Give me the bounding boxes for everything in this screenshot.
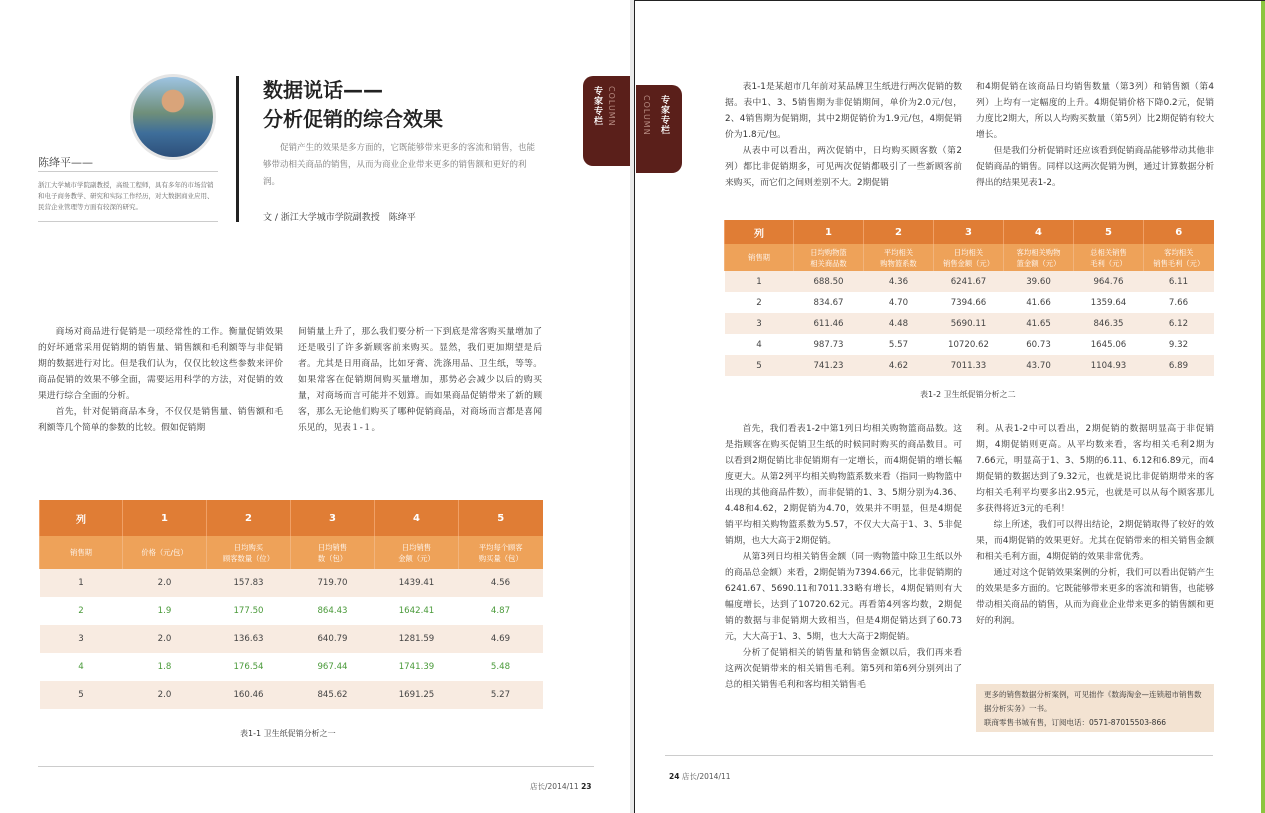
paragraph: 利。从表1-2中可以看出，2期促销的数据明显高于非促销期，4期促销则更高。从平均数来看，客均相关毛利2期为7.66元，明显高于1、3、5期的6.11、6.12和6.89元，而4期促销的数据达到了9.32元，也就是说比非促销期带来的客均相关毛利平均要多出2.95元，也就是可以从每个顾客那儿多获得将近3元的毛利！ bbox=[976, 424, 1214, 514]
table-cell: 4.62 bbox=[864, 355, 934, 376]
table-cell: 1 bbox=[725, 271, 794, 292]
table-row bbox=[40, 597, 543, 625]
table-cell: 845.62 bbox=[291, 681, 375, 709]
table-cell: 1439.41 bbox=[375, 569, 459, 597]
table-cell: 4.69 bbox=[459, 625, 543, 653]
table-cell: 611.46 bbox=[794, 313, 864, 334]
table-cell: 39.60 bbox=[1004, 271, 1074, 292]
footer-rule bbox=[665, 755, 1213, 756]
folio-text: 店长/2014/11 bbox=[530, 782, 579, 791]
author-bio: 浙江大学城市学院副教授，高级工程师，具有多年的市场营销和电子商务教学、研究和实际工作经历，对大数据商业应用、民营企业管理等方面有较深的研究。 bbox=[38, 181, 214, 211]
table-header-row bbox=[40, 500, 543, 536]
table-cell: 136.63 bbox=[207, 625, 291, 653]
divider bbox=[38, 171, 218, 172]
table-subheader-cell: 日均销售 数（包） bbox=[291, 536, 375, 569]
author-photo bbox=[130, 74, 216, 160]
table-cell: 6.12 bbox=[1144, 313, 1214, 334]
table-cell: 6241.67 bbox=[934, 271, 1004, 292]
table-cell: 5.48 bbox=[459, 653, 543, 681]
table-header-cell: 2 bbox=[207, 500, 291, 536]
table-cell: 7011.33 bbox=[934, 355, 1004, 376]
table-row bbox=[40, 569, 543, 597]
table-cell: 2 bbox=[40, 597, 123, 625]
table-cell: 4.56 bbox=[459, 569, 543, 597]
table-cell: 2.0 bbox=[123, 681, 207, 709]
table-cell: 5690.11 bbox=[934, 313, 1004, 334]
title-rule bbox=[236, 76, 239, 222]
table-subheader-cell: 平均相关 购物篮系数 bbox=[864, 244, 934, 271]
table-row bbox=[40, 625, 543, 653]
table-cell: 4.48 bbox=[864, 313, 934, 334]
data-table-2 bbox=[724, 220, 1214, 376]
paragraph: 商场对商品进行促销是一项经常性的工作。衡量促销效果的好坏通常采用促销期的销售量、销售额和毛利额等与非促销期的数据进行对比。但是我们认为，仅仅比较这些参数来评价商品促销的效果不够全面，需要运用科学的方法，对促销的效果进行综合全面的分析。 bbox=[38, 327, 283, 401]
table-header-cell: 列 bbox=[40, 500, 123, 536]
column-tab bbox=[583, 76, 632, 166]
text-column-4 bbox=[976, 421, 1214, 629]
table-cell: 3 bbox=[725, 313, 794, 334]
table-cell: 1359.64 bbox=[1074, 292, 1144, 313]
table-cell: 1 bbox=[40, 569, 123, 597]
table-subheader-cell: 日均购买 顾客数量（位） bbox=[207, 536, 291, 569]
table-cell: 43.70 bbox=[1004, 355, 1074, 376]
table-cell: 5 bbox=[725, 355, 794, 376]
table-cell: 640.79 bbox=[291, 625, 375, 653]
table-cell: 2.0 bbox=[123, 625, 207, 653]
table-subheader-row bbox=[725, 244, 1214, 271]
text-column-2 bbox=[298, 324, 542, 436]
table-cell: 1281.59 bbox=[375, 625, 459, 653]
table-cell: 1642.41 bbox=[375, 597, 459, 625]
table-cell: 7.66 bbox=[1144, 292, 1214, 313]
table-subheader-cell: 平均每个顾客 购买量（包） bbox=[459, 536, 543, 569]
table-cell: 4.36 bbox=[864, 271, 934, 292]
table-caption: 表1-1 卫生纸促销分析之一 bbox=[240, 729, 336, 738]
paragraph: 间销量上升了，那么我们要分析一下到底是常客购买量增加了还是吸引了许多新顾客前来购买。显然，我们更加期望是后者。尤其是日用商品，比如牙膏、洗涤用品、卫生纸，等等。如果常客在促销期间购买量增加，那势必会减少以后的购买量，对商场而言可能并不划算。而如果商品促销带来了新的顾客，那么无论他们购买了哪种促销商品，对商场而言都是喜闻乐见的，见表１-１。 bbox=[298, 327, 542, 433]
left-page bbox=[0, 0, 632, 813]
table-cell: 4.70 bbox=[864, 292, 934, 313]
paragraph: 综上所述，我们可以得出结论，2期促销取得了较好的效果，而4期促销的效果更好。尤其在促销带来的相关销售金额和相关毛利方面，4期促销的效果非常优秀。 bbox=[976, 520, 1214, 562]
paragraph: 分析了促销相关的销售量和销售金额以后，我们再来看这两次促销带来的相关销售毛利。第5列和第6列分别列出了总的相关销售毛利和客均相关销售毛 bbox=[725, 648, 962, 690]
table-cell: 1104.93 bbox=[1074, 355, 1144, 376]
table-row bbox=[40, 653, 543, 681]
table-subheader-row bbox=[40, 536, 543, 569]
table-cell: 157.83 bbox=[207, 569, 291, 597]
table-row bbox=[725, 334, 1214, 355]
title-line-1: 数据说话—— bbox=[263, 78, 383, 102]
table-row bbox=[725, 355, 1214, 376]
table-cell: 3 bbox=[40, 625, 123, 653]
table-row bbox=[40, 681, 543, 709]
folio bbox=[669, 771, 731, 782]
table-cell: 10720.62 bbox=[934, 334, 1004, 355]
table-cell: 9.32 bbox=[1144, 334, 1214, 355]
table-subheader-cell: 客均相关 销售毛利（元） bbox=[1144, 244, 1214, 271]
table-cell: 846.35 bbox=[1074, 313, 1144, 334]
table-subheader-cell: 日均销售 金额（元） bbox=[375, 536, 459, 569]
table-subheader-cell: 销售期 bbox=[725, 244, 794, 271]
column-tab-label: 专家专栏 bbox=[592, 86, 602, 126]
table-cell: 6.11 bbox=[1144, 271, 1214, 292]
text-column-3 bbox=[725, 421, 962, 693]
paragraph: 和4期促销在该商品日均销售数量（第3列）和销售额（第4列）上均有一定幅度的上升。4期促销价格下降0.2元，促销力度比2期大，所以人均购买数量（第5列）比2期促销有较大增长。 bbox=[976, 82, 1214, 140]
table-cell: 5.57 bbox=[864, 334, 934, 355]
column-tab-en: COLUMN bbox=[607, 86, 616, 127]
table-subheader-cell: 总相关销售 毛利（元） bbox=[1074, 244, 1144, 271]
table-subheader-cell: 日均购物篮 相关商品数 bbox=[794, 244, 864, 271]
table-cell: 4 bbox=[40, 653, 123, 681]
table-header-cell: 3 bbox=[934, 220, 1004, 244]
folio bbox=[530, 781, 592, 792]
article-title bbox=[263, 76, 443, 134]
byline: 文 / 浙江大学城市学院副教授 陈绛平 bbox=[263, 213, 416, 223]
data-table-1 bbox=[39, 500, 543, 709]
divider bbox=[38, 221, 218, 222]
table-subheader-cell: 日均相关 销售金额（元） bbox=[934, 244, 1004, 271]
table-row bbox=[725, 271, 1214, 292]
table-header-cell: 1 bbox=[794, 220, 864, 244]
book-note: 更多的销售数据分析案例，可见拙作《数海淘金—连锁超市销售数据分析实务》一书。 联商零售书城有售，订阅电话：0571-87015503-866 bbox=[976, 684, 1214, 732]
table-cell: 2 bbox=[725, 292, 794, 313]
table-cell: 41.66 bbox=[1004, 292, 1074, 313]
table-cell: 41.65 bbox=[1004, 313, 1074, 334]
table-caption: 表1-2 卫生纸促销分析之二 bbox=[920, 390, 1016, 399]
paragraph: 通过对这个促销效果案例的分析，我们可以看出促销产生的效果是多方面的。它既能够带来更多的客流和销售，也能够带动相关商品的销售，从而为商业企业带来更多的销售额和更好的利润。 bbox=[976, 568, 1214, 626]
table-subheader-cell: 销售期 bbox=[40, 536, 123, 569]
footer-rule bbox=[38, 766, 594, 767]
column-tab-label: 专家专栏 bbox=[659, 95, 669, 135]
table-cell: 987.73 bbox=[794, 334, 864, 355]
table-header-cell: 3 bbox=[291, 500, 375, 536]
table-header-cell: 4 bbox=[375, 500, 459, 536]
table-header-cell: 1 bbox=[123, 500, 207, 536]
table-cell: 719.70 bbox=[291, 569, 375, 597]
table-cell: 177.50 bbox=[207, 597, 291, 625]
table-row bbox=[725, 292, 1214, 313]
table-cell: 6.89 bbox=[1144, 355, 1214, 376]
table-cell: 60.73 bbox=[1004, 334, 1074, 355]
paragraph: 从表中可以看出，两次促销中，日均购买顾客数（第2列）都比非促销期多，可见两次促销都吸引了一些新顾客前来购买，而它们之间则差别不大。2期促销 bbox=[725, 146, 962, 188]
table-cell: 1.8 bbox=[123, 653, 207, 681]
page-edge bbox=[1261, 1, 1265, 813]
article-lede: 促销产生的效果是多方面的，它既能够带来更多的客流和销售，也能够带动相关商品的销售，从而为商业企业带来更多的销售额和更好的利润。 bbox=[263, 143, 536, 187]
table-cell: 4 bbox=[725, 334, 794, 355]
table-cell: 1645.06 bbox=[1074, 334, 1144, 355]
table-header-cell: 4 bbox=[1004, 220, 1074, 244]
table-header-cell: 5 bbox=[459, 500, 543, 536]
table-cell: 864.43 bbox=[291, 597, 375, 625]
text-column-1 bbox=[725, 79, 962, 191]
table-cell: 176.54 bbox=[207, 653, 291, 681]
table-cell: 7394.66 bbox=[934, 292, 1004, 313]
title-line-2: 分析促销的综合效果 bbox=[263, 107, 443, 131]
paragraph: 从第3列日均相关销售金额（同一购物篮中除卫生纸以外的商品总金额）来看，2期促销为7394.66元，比非促销期的6241.67、5690.11和7011.33略有增长，4期促销则有大幅度增长，达到了10720.62元。再看第4列客均数，2期促销的数据与非促销期大致相当，但是4期促销达到了60.73元，大大高于1、3、5期，也大大高于2期促销。 bbox=[725, 552, 962, 642]
column-tab-en: COLUMN bbox=[642, 95, 651, 136]
table-cell: 967.44 bbox=[291, 653, 375, 681]
table-cell: 160.46 bbox=[207, 681, 291, 709]
table-cell: 688.50 bbox=[794, 271, 864, 292]
table-header-cell: 5 bbox=[1074, 220, 1144, 244]
table-row bbox=[725, 313, 1214, 334]
column-tab bbox=[636, 85, 682, 173]
text-column-2 bbox=[976, 79, 1214, 191]
text-column-1 bbox=[38, 324, 283, 436]
table-cell: 741.23 bbox=[794, 355, 864, 376]
paragraph: 表1-1是某超市几年前对某品牌卫生纸进行两次促销的数据。表中1、3、5销售期为非促销期间，单价为2.0元/包，2、4销售期为促销期，其中2期促销价为1.9元/包，4期促销价为1.8元/包。 bbox=[725, 82, 962, 140]
table-cell: 834.67 bbox=[794, 292, 864, 313]
folio-text: 店长/2014/11 bbox=[681, 772, 731, 781]
page-number: 23 bbox=[581, 782, 592, 791]
table-header-cell: 列 bbox=[725, 220, 794, 244]
table-cell: 2.0 bbox=[123, 569, 207, 597]
paragraph: 首先，我们看表1-2中第1列日均相关购物篮商品数。这是指顾客在购买促销卫生纸的时候同时购买的商品数目。可以看到2期促销比非促销期有一定增长，而4期促销的增长幅度更大。从第2列平均相关购物篮系数来看（指同一购物篮中出现的其他商品件数），而非促销的1、3、5期分别为4.36、4.48和4.62，2期促销为4.70，效果并不明显，但是4期促销平均相关购物篮系数为5.57，不仅大大高于1、3、5非促销期，也大大高于2期促销。 bbox=[725, 424, 962, 546]
table-header-cell: 2 bbox=[864, 220, 934, 244]
paragraph: 但是我们分析促销时还应该看到促销商品能够带动其他非促销商品的销售。同样以这两次促销为例，通过计算数据分析得出的结果见表1-2。 bbox=[976, 146, 1214, 188]
table-cell: 1.9 bbox=[123, 597, 207, 625]
table-cell: 4.87 bbox=[459, 597, 543, 625]
table-cell: 5.27 bbox=[459, 681, 543, 709]
table-subheader-cell: 客均相关购物 篮金额（元） bbox=[1004, 244, 1074, 271]
table-subheader-cell: 价格（元/包） bbox=[123, 536, 207, 569]
table-cell: 5 bbox=[40, 681, 123, 709]
table-cell: 964.76 bbox=[1074, 271, 1144, 292]
table-cell: 1691.25 bbox=[375, 681, 459, 709]
table-header-cell: 6 bbox=[1144, 220, 1214, 244]
table-header-row bbox=[725, 220, 1214, 244]
author-name: 陈绛平—— bbox=[38, 156, 93, 169]
page-number: 24 bbox=[669, 772, 680, 781]
paragraph: 首先，针对促销商品本身，不仅仅是销售量、销售额和毛利额等几个简单的参数的比较。假如促销期 bbox=[38, 407, 283, 433]
table-cell: 1741.39 bbox=[375, 653, 459, 681]
